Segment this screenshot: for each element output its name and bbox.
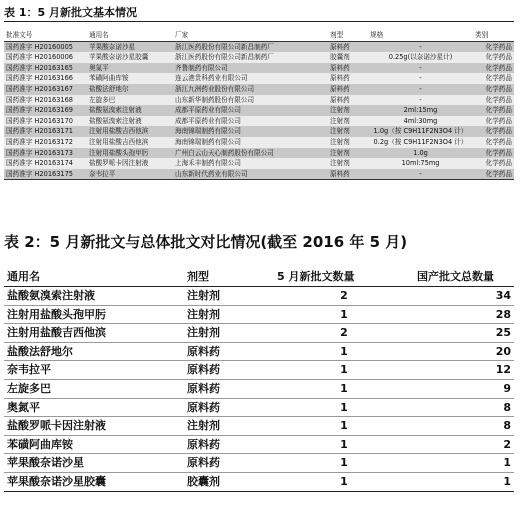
- dosage-form-cell: 原料药: [184, 454, 274, 473]
- may-new-approvals-cell: 1: [274, 435, 414, 454]
- category-cell: 化学药品: [473, 169, 514, 180]
- approval-number-cell: 国药准字 H20163166: [4, 73, 87, 84]
- category-cell: 化学药品: [473, 105, 514, 116]
- total-domestic-approvals-cell: 25: [414, 324, 514, 343]
- manufacturer-cell: 连云港贵科药业有限公司: [173, 73, 328, 84]
- may-new-approvals-cell: 1: [274, 305, 414, 324]
- col-header-specification: 规格: [370, 31, 384, 39]
- generic-name-cell: 奥氮平: [87, 63, 173, 74]
- manufacturer-cell: 浙江医药股份有限公司新昌制药厂: [173, 52, 328, 63]
- total-domestic-approvals-cell: 1: [414, 472, 514, 491]
- dosage-form-cell: 原料药: [328, 41, 368, 52]
- may-new-approvals-cell: 1: [274, 472, 414, 491]
- table-row: [4, 169, 514, 180]
- col-header-manufacturer: 厂家: [175, 31, 189, 39]
- dosage-form-cell: 注射剂: [328, 105, 368, 116]
- specification-cell: -: [368, 84, 473, 95]
- specification-cell: -: [368, 95, 473, 106]
- category-cell: 化学药品: [473, 95, 514, 106]
- category-cell: 化学药品: [473, 126, 514, 137]
- table-row: [4, 126, 514, 137]
- table1-header-row: [4, 30, 514, 41]
- may-new-approvals-cell: 1: [274, 379, 414, 398]
- dosage-form-cell: 注射剂: [328, 137, 368, 148]
- dosage-form-cell: 注射剂: [184, 287, 274, 306]
- approval-number-cell: 国药准字 H20163174: [4, 158, 87, 169]
- dosage-form-cell: 注射剂: [184, 324, 274, 343]
- generic-name-cell: 苹果酸奈诺沙星胶囊: [4, 472, 184, 491]
- may-new-approvals-cell: 1: [274, 454, 414, 473]
- generic-name-cell: 苹果酸奈诺沙星: [87, 41, 173, 52]
- table-row: [4, 342, 514, 361]
- dosage-form-cell: 原料药: [184, 398, 274, 417]
- manufacturer-cell: 广州白云山天心制药股份有限公司: [173, 148, 328, 159]
- total-domestic-approvals-cell: 1: [414, 454, 514, 473]
- specification-cell: -: [368, 169, 473, 180]
- category-cell: 化学药品: [473, 116, 514, 127]
- approval-number-cell: 国药准字 H20163169: [4, 105, 87, 116]
- manufacturer-cell: 浙江九洲药业股份有限公司: [173, 84, 328, 95]
- table-row: [4, 52, 514, 63]
- dosage-form-cell: 原料药: [328, 169, 368, 180]
- table-row: [4, 324, 514, 343]
- dosage-form-cell: 原料药: [328, 73, 368, 84]
- approval-number-cell: 国药准字 H20163165: [4, 63, 87, 74]
- table-row: [4, 435, 514, 454]
- specification-cell: -: [368, 73, 473, 84]
- approval-number-cell: 国药准字 H20163168: [4, 95, 87, 106]
- table-row: [4, 73, 514, 84]
- category-cell: 化学药品: [473, 148, 514, 159]
- manufacturer-cell: 海南锦瑞制药有限公司: [173, 137, 328, 148]
- dosage-form-cell: 注射剂: [328, 116, 368, 127]
- manufacturer-cell: 成都平原药业有限公司: [173, 116, 328, 127]
- generic-name-cell: 注射用盐酸头孢甲肟: [4, 305, 184, 324]
- table-row: [4, 417, 514, 436]
- specification-cell: 2ml:15mg: [368, 105, 473, 116]
- manufacturer-cell: 齐鲁制药有限公司: [173, 63, 328, 74]
- table-row: [4, 158, 514, 169]
- table-row: [4, 398, 514, 417]
- category-cell: 化学药品: [473, 63, 514, 74]
- category-cell: 化学药品: [473, 73, 514, 84]
- specification-cell: 0.25g(以奈诺沙星计): [368, 52, 473, 63]
- dosage-form-cell: 胶囊剂: [184, 472, 274, 491]
- may-new-approvals-cell: 2: [274, 324, 414, 343]
- col-header-dosage-form: 剂型: [330, 31, 344, 39]
- col-header-dosage-form: 剂型: [187, 270, 209, 284]
- approval-number-cell: 国药准字 H20163175: [4, 169, 87, 180]
- approval-number-cell: 国药准字 H20160006: [4, 52, 87, 63]
- generic-name-cell: 苹果酸奈诺沙星: [4, 454, 184, 473]
- dosage-form-cell: 注射剂: [328, 158, 368, 169]
- col-header-may-new-approvals: 5 月新批文数量: [277, 270, 355, 284]
- table-row: [4, 41, 514, 52]
- col-header-generic-name: 通用名: [7, 270, 40, 284]
- total-domestic-approvals-cell: 2: [414, 435, 514, 454]
- table-row: [4, 454, 514, 473]
- table-row: [4, 361, 514, 380]
- specification-cell: 10ml:75mg: [368, 158, 473, 169]
- manufacturer-cell: 山东新华制药股份有限公司: [173, 95, 328, 106]
- dosage-form-cell: 注射剂: [328, 148, 368, 159]
- generic-name-cell: 奈韦拉平: [87, 169, 173, 180]
- category-cell: 化学药品: [473, 41, 514, 52]
- approval-number-cell: 国药准字 H20163173: [4, 148, 87, 159]
- dosage-form-cell: 原料药: [184, 379, 274, 398]
- table-row: [4, 116, 514, 127]
- category-cell: 化学药品: [473, 158, 514, 169]
- may-new-approvals-cell: 1: [274, 417, 414, 436]
- generic-name-cell: 盐酸法舒地尔: [87, 84, 173, 95]
- generic-name-cell: 注射用盐酸吉西他滨: [87, 126, 173, 137]
- generic-name-cell: 注射用盐酸头孢甲肟: [87, 148, 173, 159]
- generic-name-cell: 盐酸氨溴索注射液: [87, 116, 173, 127]
- table-row: [4, 84, 514, 95]
- table-row: [4, 379, 514, 398]
- may-new-approvals-cell: 1: [274, 342, 414, 361]
- generic-name-cell: 苯磺阿曲库铵: [4, 435, 184, 454]
- total-domestic-approvals-cell: 8: [414, 417, 514, 436]
- table2-header-row: [4, 268, 514, 287]
- total-domestic-approvals-cell: 8: [414, 398, 514, 417]
- table-row: [4, 472, 514, 491]
- manufacturer-cell: 浙江医药股份有限公司新昌制药厂: [173, 41, 328, 52]
- specification-cell: 1.0g: [368, 148, 473, 159]
- dosage-form-cell: 注射剂: [184, 305, 274, 324]
- table2-title: 表 2：5 月新批文与总体批文对比情况(截至 2016 年 5 月): [4, 233, 408, 251]
- generic-name-cell: 苯磺阿曲库铵: [87, 73, 173, 84]
- generic-name-cell: 盐酸法舒地尔: [4, 342, 184, 361]
- generic-name-cell: 盐酸氨溴索注射液: [4, 287, 184, 306]
- generic-name-cell: 奥氮平: [4, 398, 184, 417]
- dosage-form-cell: 注射剂: [184, 417, 274, 436]
- specification-cell: 4ml:30mg: [368, 116, 473, 127]
- total-domestic-approvals-cell: 12: [414, 361, 514, 380]
- category-cell: 化学药品: [473, 52, 514, 63]
- table1-title: 表 1：5 月新批文基本情况: [4, 5, 514, 22]
- approval-basic-info-table: [4, 30, 514, 180]
- specification-cell: 1.0g（按 C9H11F2N3O4 计）: [368, 126, 473, 137]
- col-header-generic-name: 通用名: [89, 31, 109, 39]
- manufacturer-cell: 海南锦瑞制药有限公司: [173, 126, 328, 137]
- approval-number-cell: 国药准字 H20163172: [4, 137, 87, 148]
- specification-cell: -: [368, 63, 473, 74]
- specification-cell: 0.2g（按 C9H11F2N3O4 计）: [368, 137, 473, 148]
- total-domestic-approvals-cell: 34: [414, 287, 514, 306]
- generic-name-cell: 盐酸罗哌卡因注射液: [87, 158, 173, 169]
- dosage-form-cell: 胶囊剂: [328, 52, 368, 63]
- dosage-form-cell: 原料药: [328, 95, 368, 106]
- table-row: [4, 137, 514, 148]
- generic-name-cell: 盐酸氨溴索注射液: [87, 105, 173, 116]
- generic-name-cell: 注射用盐酸吉西他滨: [87, 137, 173, 148]
- generic-name-cell: 苹果酸奈诺沙星胶囊: [87, 52, 173, 63]
- table-row: [4, 95, 514, 106]
- generic-name-cell: 左旋多巴: [87, 95, 173, 106]
- table-row: [4, 63, 514, 74]
- may-new-approvals-cell: 1: [274, 398, 414, 417]
- dosage-form-cell: 原料药: [328, 84, 368, 95]
- dosage-form-cell: 原料药: [184, 342, 274, 361]
- dosage-form-cell: 原料药: [328, 63, 368, 74]
- specification-cell: -: [368, 41, 473, 52]
- table-row: [4, 105, 514, 116]
- table-row: [4, 305, 514, 324]
- generic-name-cell: 左旋多巴: [4, 379, 184, 398]
- may-new-approvals-cell: 2: [274, 287, 414, 306]
- col-header-approval-number: 批准文号: [6, 31, 33, 39]
- total-domestic-approvals-cell: 9: [414, 379, 514, 398]
- category-cell: 化学药品: [473, 137, 514, 148]
- col-header-total-domestic-approvals: 国产批文总数量: [417, 270, 494, 284]
- table-row: [4, 148, 514, 159]
- table-row: [4, 287, 514, 306]
- generic-name-cell: 盐酸罗哌卡因注射液: [4, 417, 184, 436]
- approval-number-cell: 国药准字 H20163171: [4, 126, 87, 137]
- dosage-form-cell: 原料药: [184, 435, 274, 454]
- col-header-category: 类别: [475, 31, 489, 39]
- dosage-form-cell: 注射剂: [328, 126, 368, 137]
- category-cell: 化学药品: [473, 84, 514, 95]
- approval-number-cell: 国药准字 H20160005: [4, 41, 87, 52]
- may-new-approvals-cell: 1: [274, 361, 414, 380]
- total-domestic-approvals-cell: 28: [414, 305, 514, 324]
- total-domestic-approvals-cell: 20: [414, 342, 514, 361]
- dosage-form-cell: 原料药: [184, 361, 274, 380]
- manufacturer-cell: 山东新时代药业有限公司: [173, 169, 328, 180]
- approval-number-cell: 国药准字 H20163167: [4, 84, 87, 95]
- approval-comparison-table: [4, 268, 514, 492]
- manufacturer-cell: 成都平原药业有限公司: [173, 105, 328, 116]
- generic-name-cell: 奈韦拉平: [4, 361, 184, 380]
- generic-name-cell: 注射用盐酸吉西他滨: [4, 324, 184, 343]
- approval-number-cell: 国药准字 H20163170: [4, 116, 87, 127]
- manufacturer-cell: 上海禾丰制药有限公司: [173, 158, 328, 169]
